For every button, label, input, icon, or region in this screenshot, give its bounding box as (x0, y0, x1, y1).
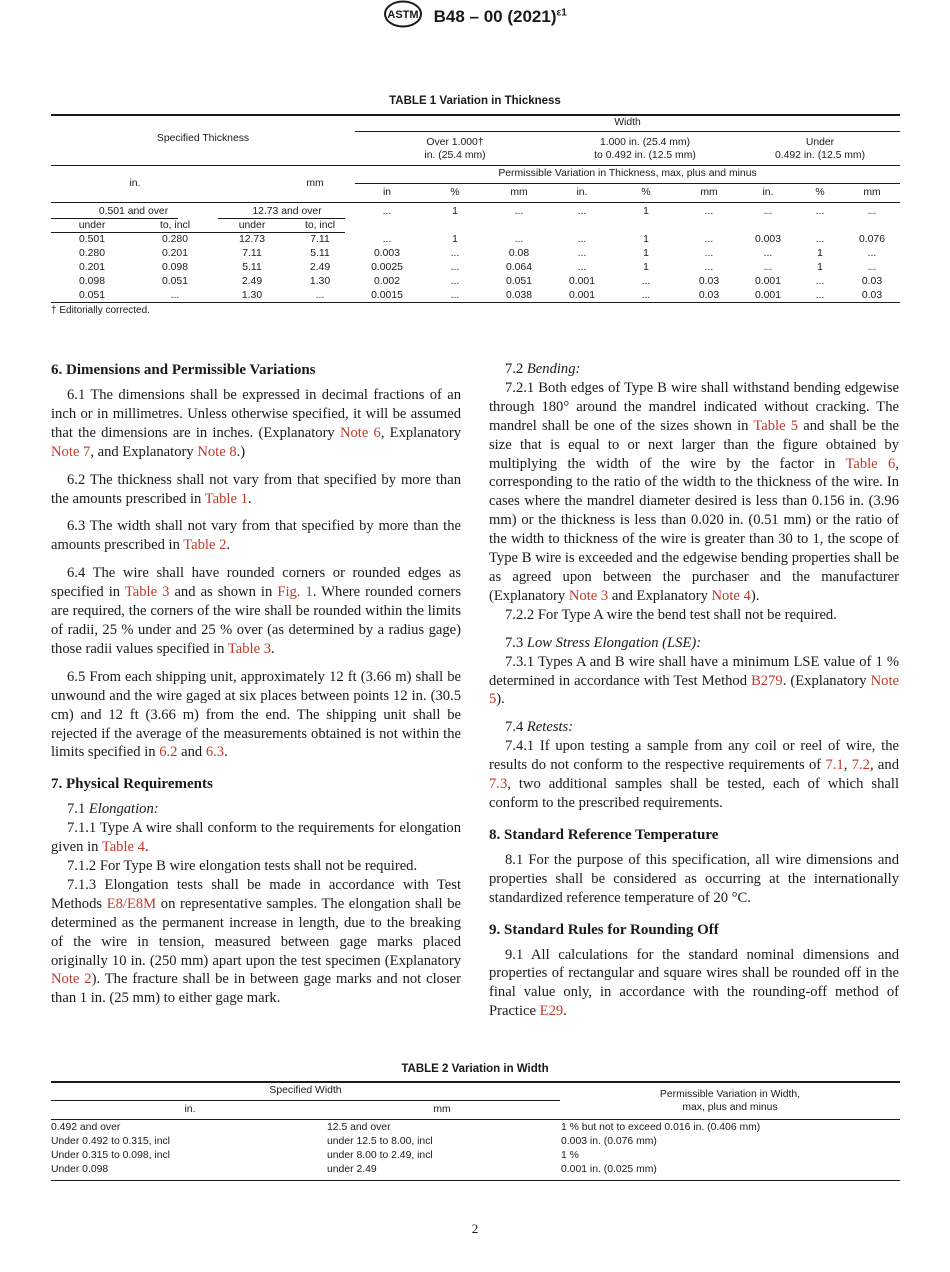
table-cell: ... (704, 262, 714, 273)
para-8-1: 8.1 For the purpose of this specification, all wire dimensions and properties shall be considered as occurring at the internationally standardized reference temperature of 20 °C. (489, 851, 899, 906)
over-row-val: ... (577, 206, 587, 217)
table-cell: ... (763, 248, 773, 259)
table-cell: 1.30 (309, 276, 331, 287)
para-7-1-2: 7.1.2 For Type B wire elongation tests shall not be required. (67, 858, 418, 875)
para-7-1: 7.1 Elongation: (67, 801, 159, 818)
t2-in-label: in. (184, 1104, 196, 1115)
table-cell: 0.0015 (371, 290, 403, 301)
t2-mm-label: mm (433, 1104, 451, 1115)
table-cell: ... (577, 262, 587, 273)
right-column (489, 360, 899, 1021)
left-column (51, 360, 461, 1008)
table2-caption: TABLE 2 Variation in Width (401, 1063, 549, 1075)
unit-col-5: mm (700, 187, 718, 198)
table-cell: 0.002 (373, 276, 400, 287)
link-table-6[interactable]: Table 6 (845, 455, 896, 472)
para-7-1-1: 7.1.1 Type A wire shall conform to the requirements for elongation given in Table 4. (51, 820, 461, 856)
link-table-4[interactable]: Table 4 (101, 839, 145, 856)
sub-label-toincl-mm: to, incl (304, 220, 336, 231)
link-note-8[interactable]: Note 8 (197, 443, 237, 460)
specified-thickness-header: Specified Thickness (156, 133, 250, 144)
link-table-1[interactable]: Table 1 (204, 490, 248, 507)
table-cell: ... (815, 234, 825, 245)
over-row-val: ... (867, 206, 877, 217)
table1-footnote: † Editorially corrected. (51, 305, 150, 316)
over-row-val: ... (704, 206, 714, 217)
sub-label-under-mm: under (238, 220, 266, 231)
table-cell: 0.098 (78, 276, 105, 287)
link-note-7[interactable]: Note 7 (51, 443, 91, 460)
table-cell: Under 0.492 to 0.315, incl (51, 1136, 170, 1147)
table-cell: ... (450, 290, 460, 301)
sub-label-toincl-in: to, incl (159, 220, 191, 231)
link-7-1[interactable]: 7.1 (825, 757, 844, 774)
table-cell: 5.11 (242, 262, 262, 273)
table-cell: 0.003 (754, 234, 781, 245)
table-cell: 0.08 (508, 248, 530, 259)
width-header: Width (614, 117, 641, 128)
mm-label: mm (306, 178, 324, 189)
table-cell: ... (450, 276, 460, 287)
unit-col-7: % (815, 187, 825, 198)
table-cell: ... (450, 248, 460, 259)
over-row-val: 1 (643, 206, 649, 217)
perm-variation-header: Permissible Variation in Thickness, max, plus and minus (498, 168, 757, 179)
over-row-val: ... (763, 206, 773, 217)
svg-text:ASTM: ASTM (387, 9, 419, 21)
table-cell: 0.03 (861, 290, 883, 301)
unit-col-1: % (450, 187, 460, 198)
para-6-3: 6.3 The width shall not vary from that specified by more than the amounts prescribed in Table 2. (51, 518, 461, 554)
table-cell: under 8.00 to 2.49, incl (327, 1150, 433, 1161)
para-7-2-1: 7.2.1 Both edges of Type B wire shall withstand bending edgewise through 180° around the mandrel indicated without cracking. The mandrel shall be one of the sizes shown in Table 5 and shall be the size that is equal to or next larger than the figure obtained by multiplying the width of the wire by the factor in Table 6, corresponding to the ratio of the width to the thickness of the wire. In cases where the mandrel diameter desired is less than 0.156 in. (3.96 mm) or the thickness is less than 0.020 in. (0.51 mm) or the ratio of the width to thickness of the wire is greater than 30 to 1, the scope of Type B wire is exceeded and the edgewise bending properties shall be as agreed upon between the purchaser and the manufacturer (Explanatory Note 3 and Explanatory Note 4). (489, 379, 900, 604)
link-fig-1[interactable]: Fig. 1 (277, 584, 313, 601)
section-9-title: 9. Standard Rules for Rounding Off (489, 921, 719, 938)
link-7-2[interactable]: 7.2 (851, 757, 870, 774)
table-cell: 1 (643, 248, 649, 259)
table-cell: ... (577, 248, 587, 259)
table-cell: ... (763, 262, 773, 273)
table-cell: 0.03 (698, 290, 720, 301)
col-under-2: 0.492 in. (12.5 mm) (774, 150, 866, 161)
table-cell: 1 (817, 248, 823, 259)
unit-col-4: % (641, 187, 651, 198)
table-cell: 0.098 (161, 262, 188, 273)
table-cell: 0.001 (568, 276, 595, 287)
astm-logo-icon (383, 0, 423, 33)
table-cell: 0.051 (505, 276, 532, 287)
link-table-2[interactable]: Table 2 (183, 537, 227, 554)
link-note-6[interactable]: Note 6 (339, 424, 381, 441)
table-cell: 0.003 in. (0.076 mm) (561, 1136, 657, 1147)
table-cell: ... (815, 290, 825, 301)
link-6-3[interactable]: 6.3 (205, 744, 225, 761)
table-cell: ... (815, 276, 825, 287)
in-label: in. (129, 178, 141, 189)
unit-col-2: mm (510, 187, 528, 198)
unit-col-3: in. (576, 187, 588, 198)
table-cell: 0.03 (698, 276, 720, 287)
para-9-1: 9.1 All calculations for the standard nominal dimensions and properties of rectangular and square wires shall be rounded off in the final value only, in accordance with the rounding-off method of Practice E29. (489, 946, 899, 1020)
page-number: 2 (471, 1221, 479, 1236)
table-cell: ... (704, 234, 714, 245)
table-cell: 0.201 (161, 248, 188, 259)
table-cell: 0.0025 (371, 262, 403, 273)
table-cell: 0.001 (754, 276, 781, 287)
table-cell: 0.064 (505, 262, 532, 273)
table-cell: ... (704, 248, 714, 259)
table-cell: 7.11 (310, 234, 330, 245)
table-cell: ... (315, 290, 325, 301)
para-7-2-2: 7.2.2 For Type A wire the bend test shall not be required. (505, 606, 837, 623)
table-cell: 1 (643, 234, 649, 245)
unit-col-6: in. (762, 187, 774, 198)
table-cell: 0.003 (373, 248, 400, 259)
unit-col-8: mm (863, 187, 881, 198)
col-mid-1: 1.000 in. (25.4 mm) (599, 137, 691, 148)
section-6-title: 6. Dimensions and Permissible Variations (51, 362, 316, 378)
table-cell: 1.30 (241, 290, 263, 301)
link-note-5[interactable]: Note 5 (489, 672, 899, 708)
table-cell: 1 % but not to exceed 0.016 in. (0.406 mm) (561, 1122, 761, 1133)
para-7-1-3: 7.1.3 Elongation tests shall be made in accordance with Test Methods E8/E8M on representative samples. The elongation shall be determined as the permanent increase in length, due to the breaking of the wire in tension, measured between gage marks placed originally 10 in. (250 mm) apart upon the test specimen (Explanatory Note 2). The fracture shall be in between gage marks and not closer than 1 in. (25 mm) to either gage mark. (51, 876, 461, 1007)
para-7-3-1: 7.3.1 Types A and B wire shall have a minimum LSE value of 1 % determined in accordance with Test Method B279. (Explanatory Note 5). (489, 653, 899, 708)
table-cell: 0.001 in. (0.025 mm) (561, 1164, 657, 1175)
table-cell: 2.49 (309, 262, 331, 273)
link-6-2[interactable]: 6.2 (159, 744, 178, 761)
link-7-3[interactable]: 7.3 (489, 776, 508, 793)
over-row-val: ... (815, 206, 825, 217)
para-6-4: 6.4 The wire shall have rounded corners or rounded edges as specified in Table 3 and as shown in Fig. 1. Where rounded corners are required, the corners of the wire shall be rounded within the limits of radii, 25 % under and 25 % over (as determined by a radius gage) those radii values specified in Table 3. (51, 565, 461, 657)
unit-col-0: in (382, 187, 392, 198)
para-6-5: 6.5 From each shipping unit, approximately 12 ft (3.66 m) shall be unwound and the wire gaged at six places between points 12 in. (30.5 cm) and 12 ft (3.66 m) from the end. The shipping unit shall be rejected if the average of the measurements obtained is not within the limits specified in 6.2 and 6.3. (51, 668, 461, 761)
table-cell: ... (382, 234, 392, 245)
link-table-3[interactable]: Table 3 (124, 584, 170, 601)
link-note-2[interactable]: Note 2 (51, 971, 92, 988)
table-cell: 0.280 (78, 248, 105, 259)
table-cell: Under 0.098 (51, 1164, 109, 1175)
table-cell: 0.076 (858, 234, 885, 245)
table-cell: 0.001 (568, 290, 595, 301)
table-cell: under 12.5 to 8.00, incl (327, 1136, 433, 1147)
table-cell: 0.051 (161, 276, 188, 287)
table-cell: ... (641, 276, 651, 287)
table-cell: 0.501 (78, 234, 105, 245)
table-cell: 2.49 (241, 276, 263, 287)
table-cell: 12.73 (238, 234, 265, 245)
table-cell: ... (577, 234, 587, 245)
table-cell: 7.11 (242, 248, 262, 259)
link-note-3[interactable]: Note 3 (568, 587, 609, 604)
over-row-mm: 12.73 and over (252, 206, 322, 217)
over-row-val: 1 (452, 206, 458, 217)
section-7-title: 7. Physical Requirements (51, 776, 213, 793)
para-6-2: 6.2 The thickness shall not vary from that specified by more than the amounts prescribed in Table 1. (51, 471, 461, 507)
table-cell: 1 (452, 234, 458, 245)
table-cell: ... (867, 262, 877, 273)
para-7-4: 7.4 Retests: (505, 719, 574, 736)
col-over-2: in. (25.4 mm) (424, 150, 486, 161)
document-header (0, 0, 950, 33)
table-cell: 0.03 (861, 276, 883, 287)
link-note-4[interactable]: Note 4 (711, 587, 751, 604)
table-cell: ... (170, 290, 180, 301)
table-cell: under 2.49 (327, 1164, 377, 1175)
table-cell: 5.11 (310, 248, 330, 259)
over-row-val: ... (382, 206, 392, 217)
specified-width-header: Specified Width (269, 1085, 342, 1096)
table-cell: ... (450, 262, 460, 273)
perm-width-header-1: Permissible Variation in Width, (659, 1089, 801, 1100)
para-7-2: 7.2 Bending: (505, 361, 581, 377)
link-table-3b[interactable]: Table 3 (227, 640, 271, 657)
over-row-in: 0.501 and over (98, 206, 169, 217)
link-table-5[interactable]: Table 5 (753, 417, 799, 434)
table-cell: 0.001 (754, 290, 781, 301)
table-cell: 0.051 (78, 290, 105, 301)
perm-width-header-2: max, plus and minus (682, 1102, 778, 1113)
table-cell: 0.280 (161, 234, 188, 245)
table-cell: ... (867, 248, 877, 259)
table1-caption: TABLE 1 Variation in Thickness (389, 95, 561, 107)
table-cell: 1 % (561, 1150, 579, 1161)
table-cell: ... (641, 290, 651, 301)
col-over-1: Over 1.000† (426, 137, 484, 148)
over-row-val: ... (514, 206, 524, 217)
table-cell: 1 (643, 262, 649, 273)
para-6-1: 6.1 The dimensions shall be expressed in decimal fractions of an inch or in millimetres. Unless otherwise specified, it will be assumed that the dimensions are in inches. (Explanatory Note 6, Explanatory Note 7, and Explanatory Note 8.) (51, 387, 461, 460)
para-7-4-1: 7.4.1 If upon testing a sample from any coil or reel of wire, the results do not conform to the respective requirements of 7.1, 7.2, and 7.3, two additional samples shall be tested, each of which shall conform to the prescribed requirements. (489, 738, 899, 811)
link-b279[interactable]: B279 (751, 672, 783, 689)
table-cell: 0.038 (505, 290, 532, 301)
link-e29[interactable]: E29 (539, 1003, 564, 1020)
table-cell: 0.492 and over (51, 1122, 121, 1133)
col-under-1: Under (805, 137, 835, 148)
table-cell: Under 0.315 to 0.098, incl (51, 1150, 170, 1161)
link-e8[interactable]: E8/E8M (106, 895, 157, 912)
col-mid-2: to 0.492 in. (12.5 mm) (594, 150, 696, 161)
sub-label-under-in: under (78, 220, 106, 231)
table-cell: 12.5 and over (327, 1122, 391, 1133)
para-7-3: 7.3 Low Stress Elongation (LSE): (505, 634, 702, 651)
table-cell: ... (514, 234, 524, 245)
designation: B48 – 00 $(2021)^{\varepsilon 1}$ (433, 6, 567, 26)
table-cell: 0.201 (78, 262, 105, 273)
section-8-title: 8. Standard Reference Temperature (489, 826, 719, 843)
table-cell: 1 (817, 262, 823, 273)
